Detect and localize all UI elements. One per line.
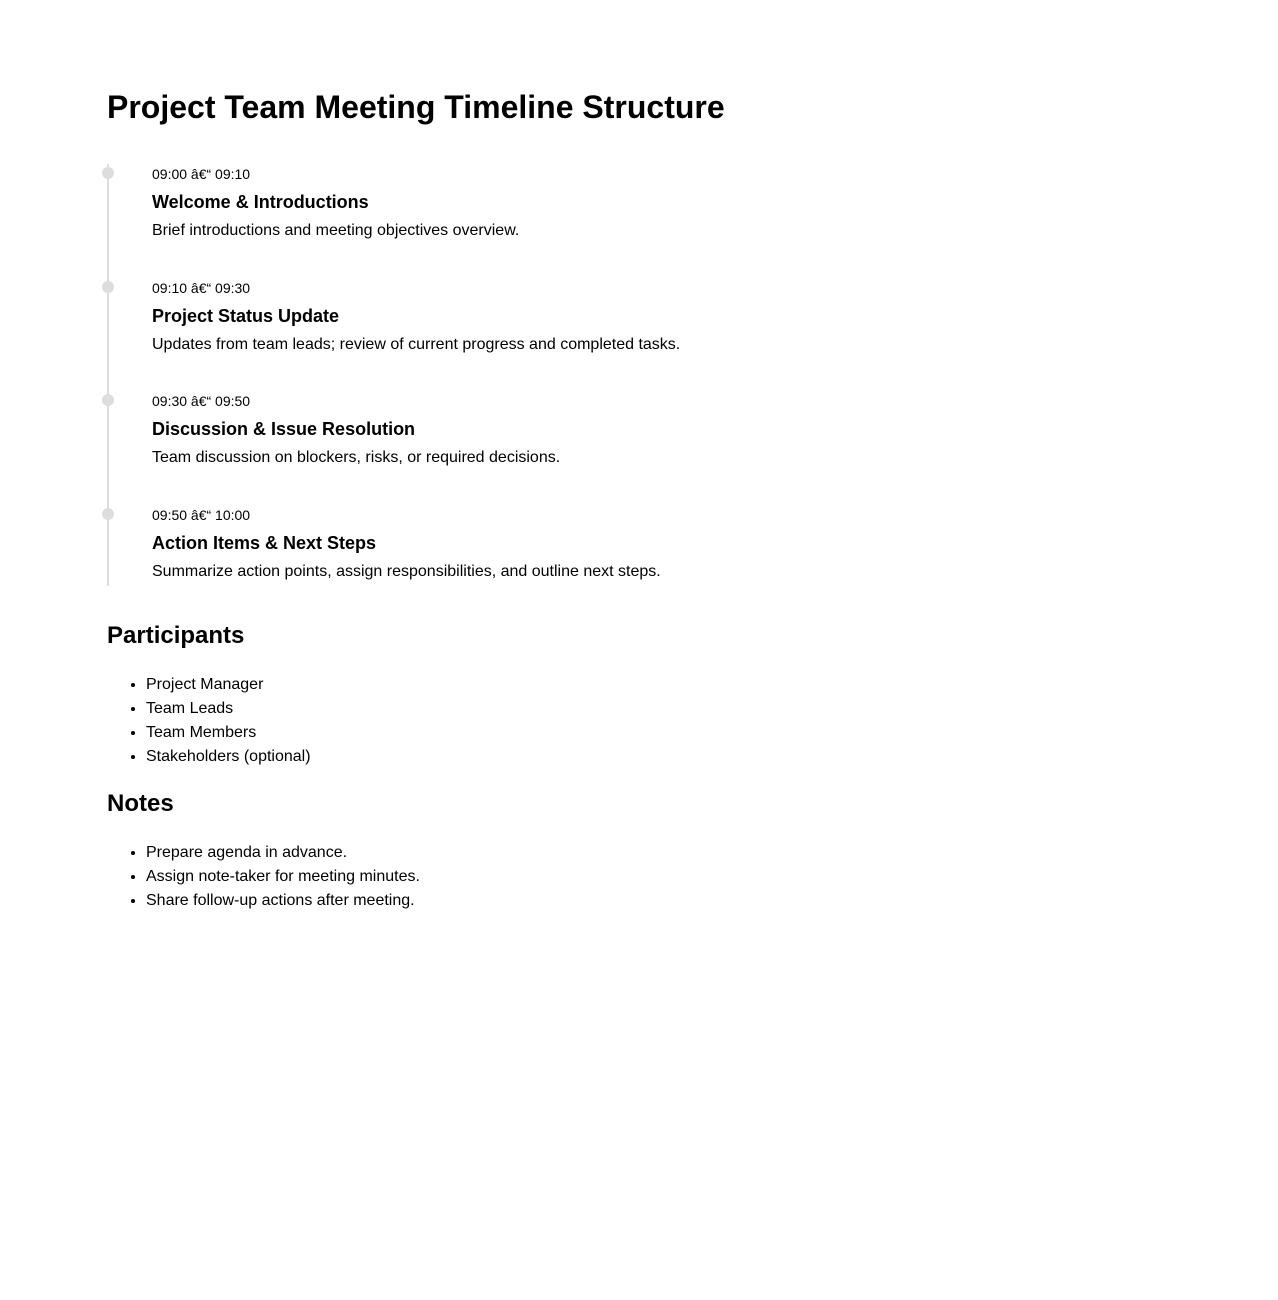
timeline-event	[109, 164, 1009, 278]
event-time: 09:10 â€“ 09:30	[152, 279, 251, 296]
list-item: • Assign note-taker for meeting minutes.	[146, 865, 420, 889]
list-item: • Prepare agenda in advance.	[146, 841, 420, 865]
event-title: Action Items & Next Steps	[152, 532, 377, 553]
list-item: • Share follow-up actions after meeting.	[146, 889, 420, 913]
event-title: Project Status Update	[152, 305, 340, 326]
timeline-dot-icon	[102, 508, 114, 520]
timeline-event	[109, 278, 1009, 392]
event-time: 09:30 â€“ 09:50	[152, 393, 251, 409]
participants-heading: Participants	[107, 622, 245, 649]
notes-heading: Notes	[107, 790, 174, 817]
event-description: Brief introductions and meeting objectives overview.	[152, 222, 520, 239]
timeline-dot-icon	[102, 167, 114, 179]
notes-list	[107, 841, 420, 913]
timeline-event	[109, 391, 1009, 505]
event-time: 09:50 â€“ 10:00	[152, 506, 251, 523]
list-item: • Team Leads	[146, 697, 311, 721]
list-item: • Team Members	[146, 721, 311, 745]
event-description: Summarize action points, assign responsibilities, and outline next steps.	[152, 562, 661, 580]
event-title: Welcome & Introductions	[152, 192, 369, 212]
participants-list	[107, 673, 311, 769]
event-description: Updates from team leads; review of current progress and completed tasks.	[152, 335, 681, 353]
timeline-event	[109, 505, 1009, 619]
list-item: • Stakeholders (optional)	[146, 745, 311, 769]
page-title: Project Team Meeting Timeline Structure	[107, 89, 725, 125]
meeting-timeline	[107, 164, 1009, 586]
timeline-dot-icon	[102, 281, 114, 293]
timeline-dot-icon	[102, 394, 114, 406]
event-description: Team discussion on blockers, risks, or required decisions.	[152, 449, 561, 466]
event-time: 09:00 â€“ 09:10	[152, 166, 251, 182]
list-item: • Project Manager	[146, 673, 311, 697]
event-title: Discussion & Issue Resolution	[152, 419, 416, 439]
